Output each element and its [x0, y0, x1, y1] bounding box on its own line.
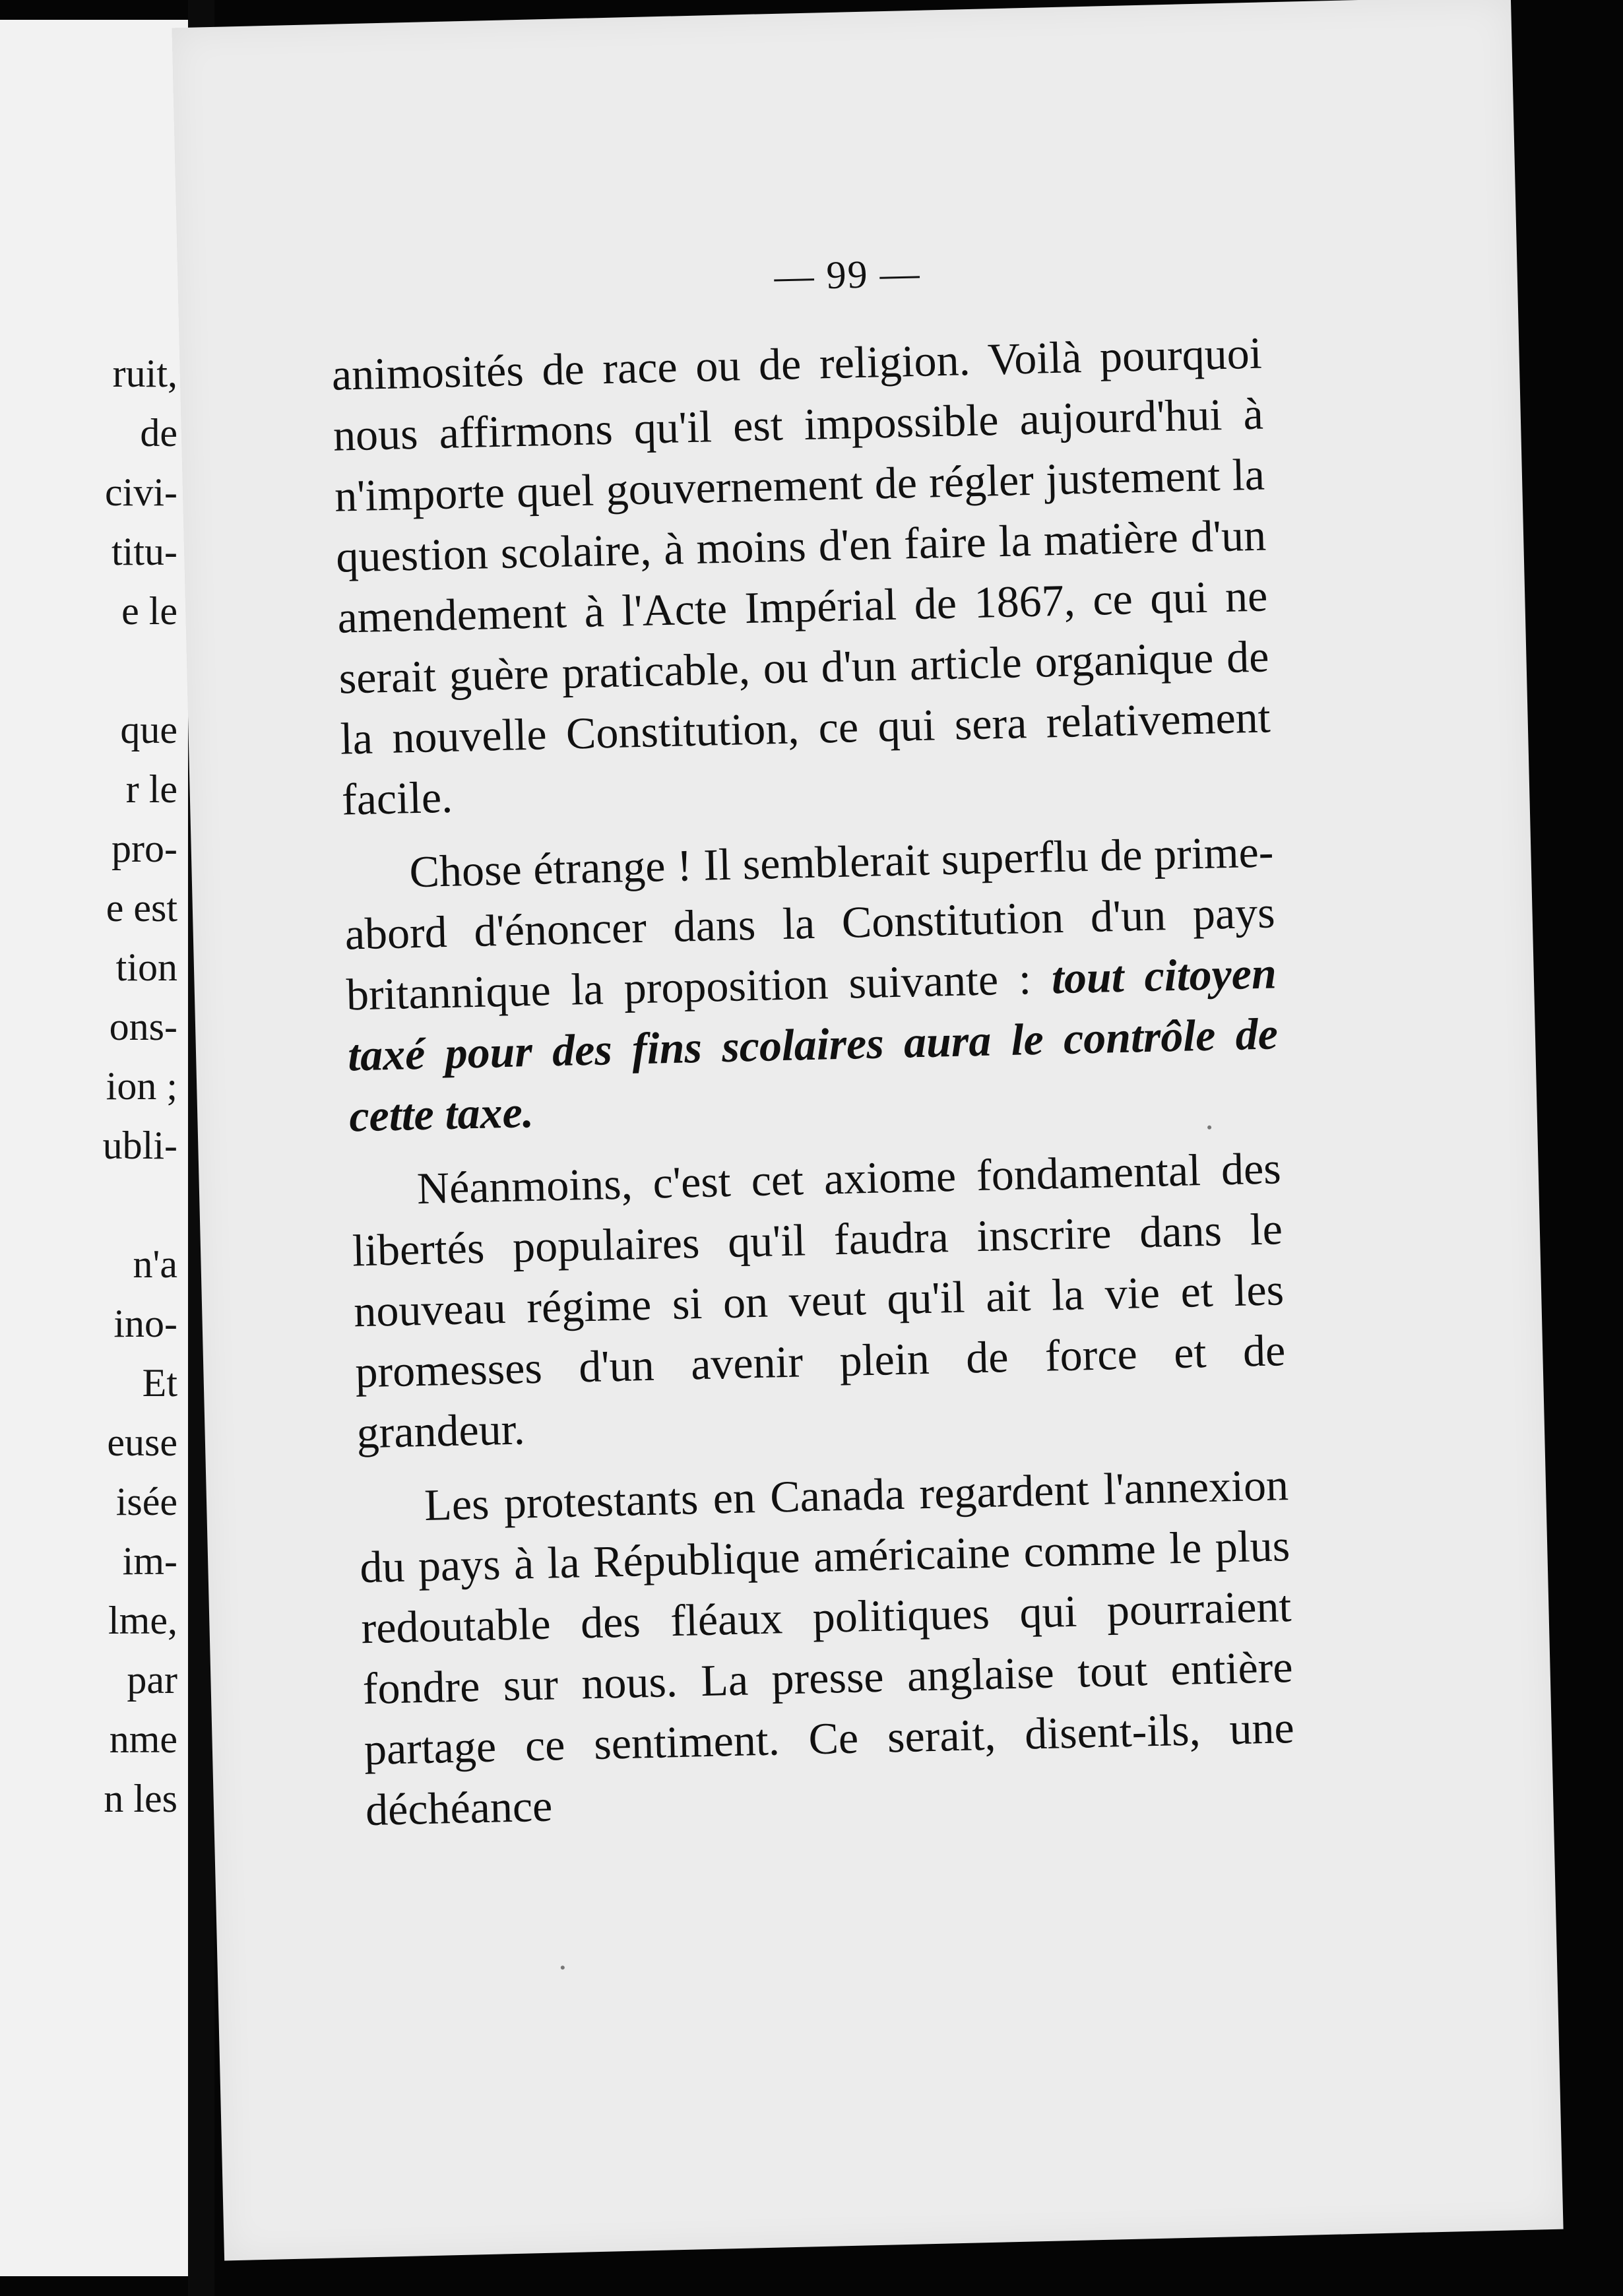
current-page	[172, 0, 1563, 2260]
left-page-line-fragment: ruit,	[112, 352, 177, 395]
left-page-line-fragment: lme,	[108, 1599, 177, 1642]
left-page-line-fragment: tion	[115, 945, 177, 989]
left-page-line-fragment: n'a	[133, 1242, 177, 1286]
left-page-line-fragment: r le	[125, 767, 177, 811]
left-page-line-fragment: civi-	[105, 470, 177, 514]
left-page-line-fragment: isée	[115, 1480, 177, 1523]
left-page-line-fragment: nme	[109, 1717, 177, 1761]
left-page-line-fragment: e le	[121, 589, 177, 633]
left-page-line-fragment: que	[120, 708, 177, 751]
paragraph-4: Les protestants en Canada regardent l'annexion du pays à la République américaine comme le plus redoutable des fléaux politiques qui pourraient fondre sur nous. La presse anglaise tout entière partage ce sentiment. Ce serait, disent-ils, une déchéance	[359, 1459, 1295, 1835]
page-body	[331, 323, 1297, 1854]
left-page-line-fragment: n les	[104, 1777, 177, 1820]
paragraph-2-text: Chose étrange ! Il semblerait superflu de prime-abord d'énoncer dans la Constitution d'un pays britannique la proposition suivante :	[344, 826, 1276, 1020]
left-page-line-fragment: ons-	[109, 1005, 177, 1048]
left-page-line-fragment: ubli-	[102, 1124, 177, 1167]
left-page-line-fragment: im-	[122, 1539, 177, 1583]
left-page-line-fragment: de	[140, 411, 177, 455]
left-page-line-fragment: par	[127, 1658, 177, 1702]
left-page-line-fragment: ino-	[113, 1302, 177, 1345]
page-number: — 99 —	[773, 251, 922, 298]
left-page-line-fragment: Et	[142, 1361, 177, 1405]
left-page-line-fragment: euse	[107, 1420, 177, 1464]
paragraph-2	[343, 821, 1280, 1146]
paragraph-1: animosités de race ou de religion. Voilà pourquoi nous affirmons qu'il est impossible aujourd'hui à n'importe quel gouvernement de régler justement la question scolaire, à moins d'en faire la matière d'un amendement à l'Acte Impérial de 1867, ce qui ne serait guère praticable, ou d'un article organique de la nouvelle Constitution, ce qui sera relativement facile.	[331, 327, 1271, 825]
paper-speck	[561, 1965, 565, 1969]
left-page-line-fragment: ion ;	[106, 1064, 177, 1108]
paragraph-3: Néanmoins, c'est cet axiome fondamental des libertés populaires qu'il faudra inscrire dans le nouveau régime si on veut qu'il ait la vie et les promesses d'un avenir plein de force et de grandeur.	[352, 1143, 1286, 1458]
previous-page-fragment	[0, 20, 188, 2276]
left-page-line-fragment: e est	[106, 886, 177, 930]
italic-axiom: tout citoyen taxé pour des fins scolaires aura le contrôle de cette taxe.	[347, 947, 1279, 1141]
left-page-line-fragment: titu-	[111, 530, 177, 573]
left-page-line-fragment: pro-	[111, 827, 177, 870]
